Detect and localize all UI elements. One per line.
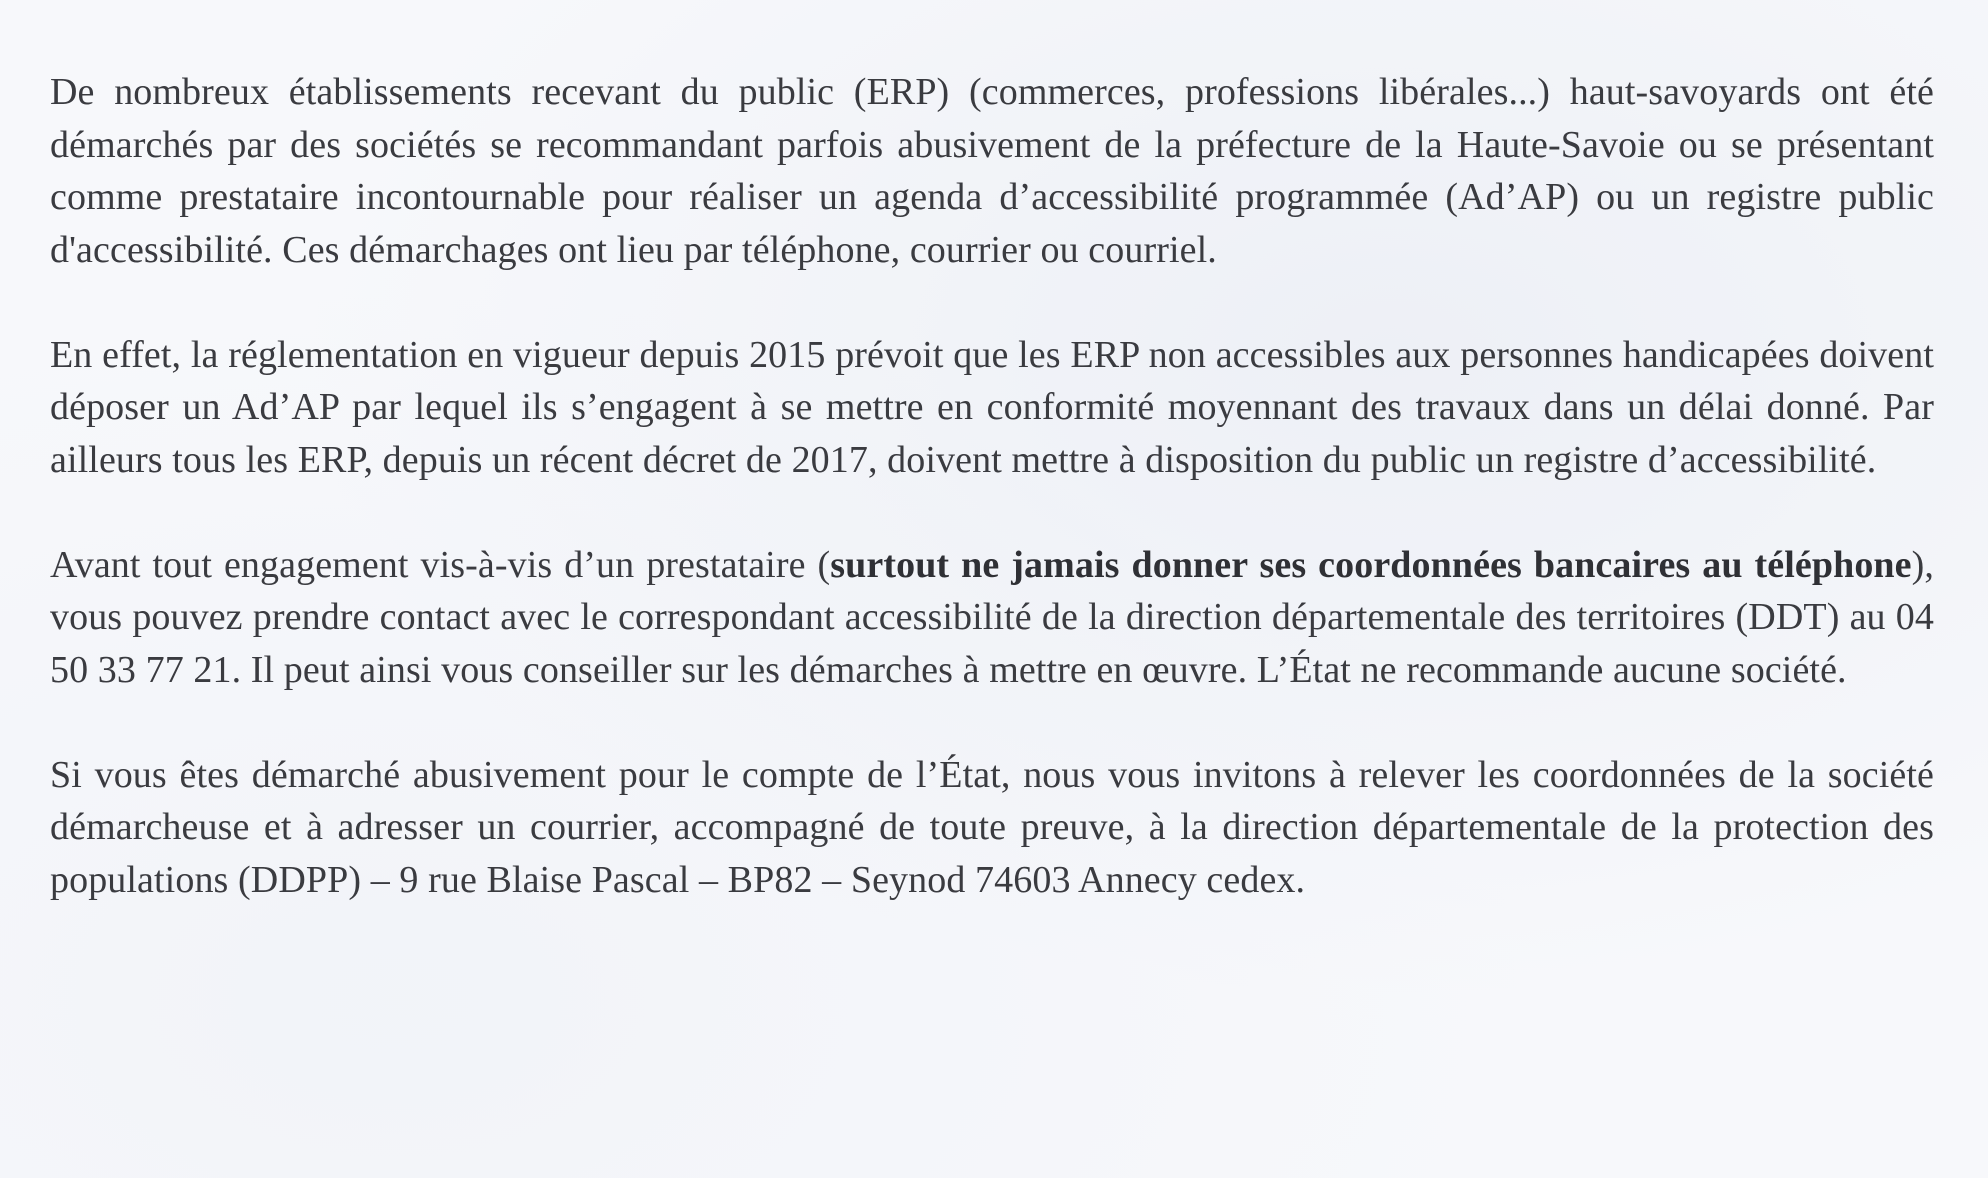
paragraph-regulation: En effet, la réglementation en vigueur depuis 2015 prévoit que les ERP non accessibles aux personnes handicapées doivent déposer un Ad’AP par lequel ils s’engagent à se mettre en conformité moyennant des travaux dans un délai donné. Par ailleurs tous les ERP, depuis un récent décret de 2017, doivent mettre à disposition du public un registre d’accessibilité. xyxy=(50,333,1934,481)
document-body xyxy=(50,66,1934,906)
bank-details-warning: surtout ne jamais donner ses coordonnées bancaires au téléphone xyxy=(830,543,1912,586)
paragraph-contact-ddt xyxy=(50,539,1934,697)
paragraph-contact-ddt-after: ), vous pouvez prendre contact avec le correspondant accessibilité de la direction départementale des territoires (DDT) au 04 50 33 77 21. Il peut ainsi vous conseiller sur les démarches à mettre en œuvre. L’État ne recommande aucune société. xyxy=(50,543,1934,691)
paragraph-report-ddpp: Si vous êtes démarché abusivement pour le compte de l’État, nous vous invitons à relever les coordonnées de la société démarcheuse et à adresser un courrier, accompagné de toute preuve, à la direction départementale de la protection des populations (DDPP) – 9 rue Blaise Pascal – BP82 – Seynod 74603 Annecy cedex. xyxy=(50,753,1934,901)
paragraph-erp-solicitation: De nombreux établissements recevant du public (ERP) (commerces, professions libérales...) haut-savoyards ont été démarchés par des sociétés se recommandant parfois abusivement de la préfecture de la Haute-Savoie ou se présentant comme prestataire incontournable pour réaliser un agenda d’accessibilité programmée (Ad’AP) ou un registre public d'accessibilité. Ces démarchages ont lieu par téléphone, courrier ou courriel. xyxy=(50,71,1934,271)
paragraph-contact-ddt-before: Avant tout engagement vis-à-vis d’un prestataire ( xyxy=(50,543,831,586)
